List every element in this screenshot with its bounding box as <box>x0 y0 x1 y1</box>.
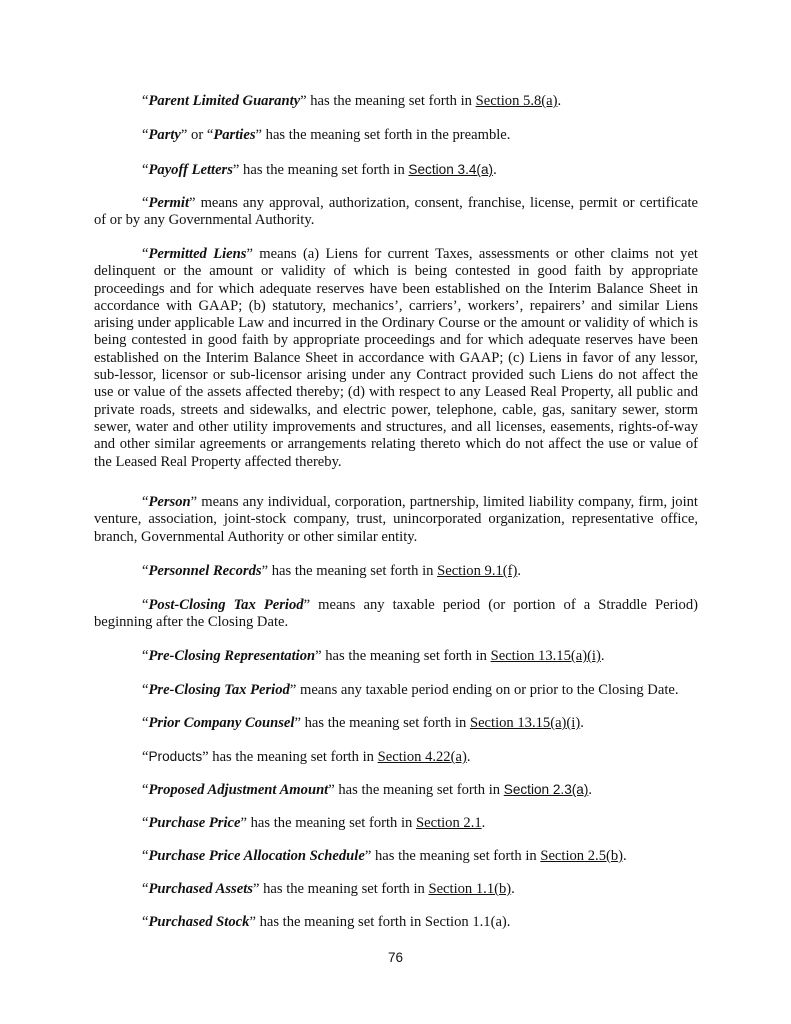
defined-term: Permit <box>148 195 190 211</box>
defined-term: Party <box>148 127 181 143</box>
definition-purchased-assets: “Purchased Assets” has the meaning set forth in Section 1.1(b). <box>142 881 515 897</box>
definition-permitted-liens: “Permitted Liens” means (a) Liens for current Taxes, assessments or other claims not yet delinquent or the amount or validity of which is being contested in good faith by appropriate proceedings and for which adequate reserves have been established on the Interim Balance Sheet in accordance with GAAP; (b) statutory, mechanics’, carriers’, workers’, repairers’ and similar Liens arising under applicable Law and incurred in the Ordinary Course or the amount or validity of which is being contested in good faith by appropriate proceedings and for which adequate reserves have been established on the Interim Balance Sheet in accordance with GAAP; (c) Liens in favor of any lessor, sub-lessor, licensor or sub-licensor arising under any Contract provided such Liens do not affect the use or value of the assets affected thereby; (d) with respect to any Leased Real Property, all public and private roads, streets and sidewalks, and electric power, telephone, cable, gas, sanitary sewer, storm sewer, water and other utility improvements and structures, and all licenses, easements, rights-of-way and other similar agreements or arrangements relating thereto which do not affect the use or value of the Leased Real Property affected thereby. <box>94 246 698 470</box>
section-reference: Section 3.4(a) <box>408 162 494 177</box>
defined-term: Personnel Records <box>148 563 262 579</box>
defined-term: Parties <box>213 127 256 143</box>
section-reference: Section 2.3(a) <box>503 782 589 797</box>
defined-term: Pre-Closing Representation <box>148 648 316 664</box>
defined-term: Pre-Closing Tax Period <box>148 682 290 698</box>
definition-parent-limited-guaranty: “Parent Limited Guaranty” has the meaning set forth in Section 5.8(a). <box>142 93 562 109</box>
definition-post-closing-tax-period: “Post-Closing Tax Period” means any taxable period (or portion of a Straddle Period) beginning after the Closing Date. <box>94 597 698 631</box>
defined-term: Prior Company Counsel <box>148 715 295 731</box>
defined-term: Parent Limited Guaranty <box>148 93 301 109</box>
definition-purchased-stock: “Purchased Stock” has the meaning set forth in Section 1.1(a). <box>142 914 511 930</box>
page-number: 76 <box>387 950 404 965</box>
definition-party: “Party” or “Parties” has the meaning set forth in the preamble. <box>142 127 511 143</box>
defined-term: Permitted Liens <box>148 246 247 262</box>
defined-term: Purchased Stock <box>148 914 250 930</box>
section-reference: Section 13.15(a)(i) <box>469 715 581 731</box>
defined-term: Post-Closing Tax Period <box>148 597 304 613</box>
defined-term: Products <box>148 749 203 764</box>
defined-term: Person <box>148 494 191 510</box>
defined-term: Payoff Letters <box>148 162 233 178</box>
section-reference: Section 4.22(a) <box>377 749 467 765</box>
definition-prior-company-counsel: “Prior Company Counsel” has the meaning set forth in Section 13.15(a)(i). <box>142 715 584 731</box>
defined-term: Purchase Price Allocation Schedule <box>148 848 365 864</box>
definition-payoff-letters: “Payoff Letters” has the meaning set forth in Section 3.4(a). <box>142 162 497 178</box>
definition-pre-closing-representation: “Pre-Closing Representation” has the meaning set forth in Section 13.15(a)(i). <box>142 648 605 664</box>
definition-purchase-price: “Purchase Price” has the meaning set forth in Section 2.1. <box>142 815 486 831</box>
definition-purchase-price-allocation-schedule: “Purchase Price Allocation Schedule” has the meaning set forth in Section 2.5(b). <box>142 848 627 864</box>
definition-personnel-records: “Personnel Records” has the meaning set forth in Section 9.1(f). <box>142 563 521 579</box>
defined-term: Purchased Assets <box>148 881 253 897</box>
section-reference: Section 2.5(b) <box>540 848 624 864</box>
section-reference: Section 5.8(a) <box>475 93 558 109</box>
definition-pre-closing-tax-period: “Pre-Closing Tax Period” means any taxable period ending on or prior to the Closing Date. <box>142 682 679 698</box>
defined-term: Proposed Adjustment Amount <box>148 782 329 798</box>
definition-proposed-adjustment-amount: “Proposed Adjustment Amount” has the meaning set forth in Section 2.3(a). <box>142 782 593 798</box>
definition-permit: “Permit” means any approval, authorization, consent, franchise, license, permit or certificate of or by any Governmental Authority. <box>94 195 698 229</box>
section-reference: Section 1.1(b) <box>428 881 512 897</box>
section-reference: Section 2.1 <box>416 815 482 831</box>
section-reference: Section 9.1(f) <box>437 563 518 579</box>
section-reference: Section 13.15(a)(i) <box>490 648 601 664</box>
definition-person: “Person” means any individual, corporation, partnership, limited liability company, firm, joint venture, association, joint-stock company, trust, unincorporated organization, representative office, branch, Governmental Authority or other similar entity. <box>94 494 698 545</box>
definition-products: “Products” has the meaning set forth in Section 4.22(a). <box>142 749 471 765</box>
defined-term: Purchase Price <box>148 815 241 831</box>
